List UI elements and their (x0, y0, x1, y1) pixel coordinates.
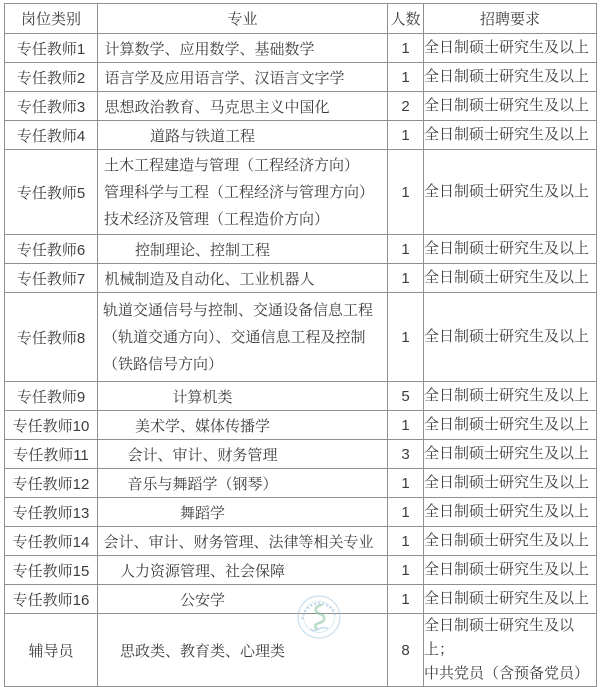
table-row (5, 121, 597, 150)
cell-category: 专任教师5 (5, 150, 98, 235)
cell-category: 专任教师9 (5, 382, 98, 411)
cell-requirement: 全日制硕士研究生及以上 (424, 235, 597, 264)
cell-count: 1 (388, 556, 424, 585)
table-row (5, 150, 597, 235)
table-body (5, 34, 597, 687)
table-row (5, 92, 597, 121)
cell-requirement: 全日制硕士研究生及以上 (424, 63, 597, 92)
cell-major: 计算数学、应用数学、基础数学 (98, 34, 388, 63)
cell-count: 1 (388, 235, 424, 264)
table-row (5, 469, 597, 498)
cell-requirement (424, 614, 597, 687)
table-row (5, 614, 597, 687)
recruitment-table-container (4, 3, 597, 687)
recruitment-table (4, 3, 597, 687)
header-requirement: 招聘要求 (424, 4, 597, 34)
table-row (5, 293, 597, 382)
cell-category: 专任教师15 (5, 556, 98, 585)
cell-count: 1 (388, 411, 424, 440)
cell-major: 音乐与舞蹈学（钢琴） (98, 469, 388, 498)
cell-requirement: 全日制硕士研究生及以上 (424, 293, 597, 382)
table-row (5, 235, 597, 264)
cell-major: 美术学、媒体传播学 (98, 411, 388, 440)
requirement-line: 中共党员（含预备党员） (424, 665, 590, 682)
table-row (5, 498, 597, 527)
header-category: 岗位类别 (5, 4, 98, 34)
cell-category: 专任教师16 (5, 585, 98, 614)
cell-requirement: 全日制硕士研究生及以上 (424, 469, 597, 498)
cell-major: 思政类、教育类、心理类 (98, 614, 388, 687)
cell-major: 会计、审计、财务管理 (98, 440, 388, 469)
cell-category: 专任教师7 (5, 264, 98, 293)
cell-count: 1 (388, 34, 424, 63)
cell-count: 1 (388, 527, 424, 556)
cell-major: 控制理论、控制工程 (98, 235, 388, 264)
table-row (5, 556, 597, 585)
cell-category: 专任教师6 (5, 235, 98, 264)
cell-major: 计算机类 (98, 382, 388, 411)
cell-category: 专任教师11 (5, 440, 98, 469)
cell-major: 机械制造及自动化、工业机器人 (98, 264, 388, 293)
cell-major (98, 150, 388, 235)
cell-count: 1 (388, 63, 424, 92)
cell-count: 1 (388, 469, 424, 498)
cell-category: 专任教师13 (5, 498, 98, 527)
major-line: 管理科学与工程（工程经济与管理方向） (104, 183, 375, 201)
cell-category: 专任教师4 (5, 121, 98, 150)
cell-count: 1 (388, 150, 424, 235)
header-count: 人数 (388, 4, 424, 34)
cell-requirement: 全日制硕士研究生及以上 (424, 498, 597, 527)
cell-category: 专任教师2 (5, 63, 98, 92)
cell-category: 专任教师8 (5, 293, 98, 382)
table-row (5, 411, 597, 440)
cell-requirement: 全日制硕士研究生及以上 (424, 556, 597, 585)
cell-category: 专任教师1 (5, 34, 98, 63)
cell-requirement: 全日制硕士研究生及以上 (424, 585, 597, 614)
cell-count: 1 (388, 585, 424, 614)
cell-category: 专任教师10 (5, 411, 98, 440)
table-row (5, 34, 597, 63)
cell-major: 轨道交通信号与控制、交通设备信息工程（轨道交通方向）、交通信息工程及控制（铁路信号方向） (98, 293, 388, 382)
table-row (5, 264, 597, 293)
header-major: 专业 (98, 4, 388, 34)
cell-requirement: 全日制硕士研究生及以上 (424, 527, 597, 556)
table-row (5, 527, 597, 556)
header-row (5, 4, 597, 34)
major-line: 技术经济及管理（工程造价方向） (104, 210, 330, 228)
cell-requirement: 全日制硕士研究生及以上 (424, 34, 597, 63)
cell-major: 舞蹈学 (98, 498, 388, 527)
cell-requirement: 全日制硕士研究生及以上 (424, 440, 597, 469)
cell-requirement: 全日制硕士研究生及以上 (424, 150, 597, 235)
requirement-line: 全日制硕士研究生及以上； (424, 617, 575, 658)
cell-major: 道路与铁道工程 (98, 121, 388, 150)
table-row (5, 440, 597, 469)
cell-major: 公安学 (98, 585, 388, 614)
cell-category: 辅导员 (5, 614, 98, 687)
table-row (5, 382, 597, 411)
cell-requirement: 全日制硕士研究生及以上 (424, 92, 597, 121)
cell-count: 8 (388, 614, 424, 687)
cell-requirement: 全日制硕士研究生及以上 (424, 264, 597, 293)
cell-major: 思想政治教育、马克思主义中国化 (98, 92, 388, 121)
major-line: 土木工程建造与管理（工程经济方向） (104, 156, 360, 174)
table-row (5, 63, 597, 92)
cell-count: 1 (388, 498, 424, 527)
cell-major: 会计、审计、财务管理、法律等相关专业 (98, 527, 388, 556)
cell-major: 人力资源管理、社会保障 (98, 556, 388, 585)
cell-category: 专任教师3 (5, 92, 98, 121)
cell-major: 语言学及应用语言学、汉语言文字学 (98, 63, 388, 92)
cell-requirement: 全日制硕士研究生及以上 (424, 382, 597, 411)
cell-requirement: 全日制硕士研究生及以上 (424, 411, 597, 440)
table-row (5, 585, 597, 614)
cell-count: 1 (388, 293, 424, 382)
cell-count: 2 (388, 92, 424, 121)
cell-category: 专任教师14 (5, 527, 98, 556)
cell-category: 专任教师12 (5, 469, 98, 498)
cell-count: 3 (388, 440, 424, 469)
cell-count: 5 (388, 382, 424, 411)
cell-count: 1 (388, 264, 424, 293)
cell-requirement: 全日制硕士研究生及以上 (424, 121, 597, 150)
cell-count: 1 (388, 121, 424, 150)
